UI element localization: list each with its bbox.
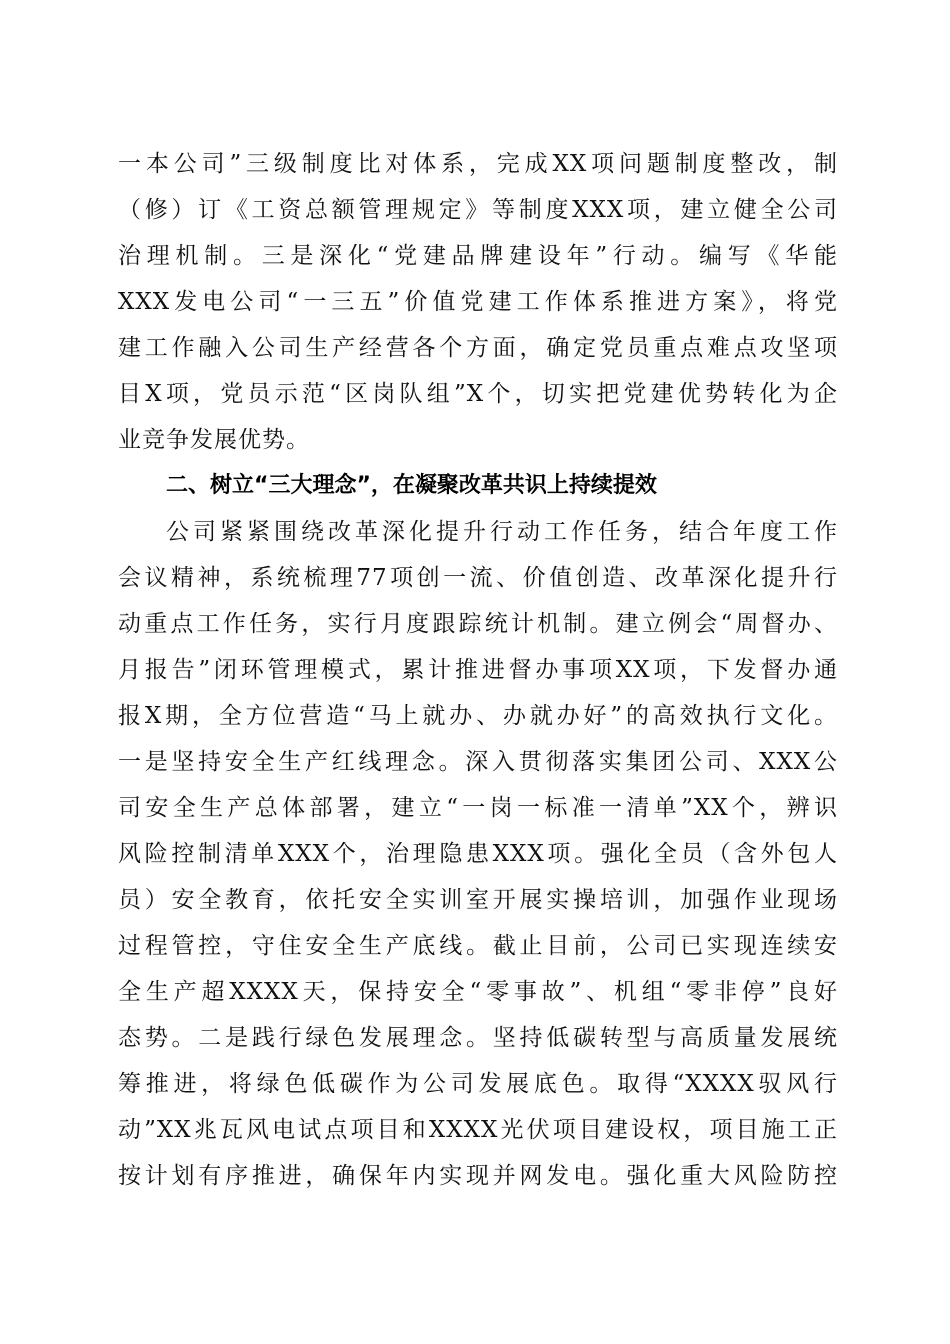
text-line: 公司紧紧围绕改革深化提升行动工作任务，结合年度工作 (166, 519, 838, 545)
text-line: 治理机制。三是深化“党建品牌建设年”行动。编写《华能 (118, 243, 838, 269)
text-line: 态势。二是践行绿色发展理念。坚持低碳转型与高质量发展统 (118, 1025, 838, 1051)
text-line: 月报告”闭环管理模式，累计推进督办事项XX项，下发督办通 (118, 657, 838, 683)
text-line: 筹推进，将绿色低碳作为公司发展底色。取得“XXXX驭风行 (118, 1071, 838, 1097)
text-line: XXX发电公司“一三五”价值党建工作体系推进方案》，将党 (118, 289, 838, 315)
text-line: 动”XX兆瓦风电试点项目和XXXX光伏项目建设权，项目施工正 (118, 1117, 838, 1143)
text-line: 过程管控，守住安全生产底线。截止目前，公司已实现连续安 (118, 933, 838, 959)
text-line: 一是坚持安全生产红线理念。深入贯彻落实集团公司、XXX公 (118, 749, 838, 775)
text-line: 会议精神，系统梳理77项创一流、价值创造、改革深化提升行 (118, 565, 838, 591)
text-line: 目X项，党员示范“区岗队组”X个，切实把党建优势转化为企 (118, 381, 838, 407)
text-line: 报X期，全方位营造“马上就办、办就办好”的高效执行文化。 (118, 703, 838, 729)
text-line: 风险控制清单XXX个，治理隐患XXX项。强化全员（含外包人 (118, 841, 838, 867)
text-line: 业竞争发展优势。 (118, 427, 310, 453)
text-line: 全生产超XXXX天，保持安全“零事故”、机组“零非停”良好 (118, 979, 838, 1005)
text-line: 一本公司”三级制度比对体系，完成XX项问题制度整改，制 (118, 151, 838, 177)
text-line: 员）安全教育，依托安全实训室开展实操培训，加强作业现场 (118, 887, 838, 913)
text-line: 司安全生产总体部署，建立“一岗一标准一清单”XX个，辨识 (118, 795, 838, 821)
text-line: 按计划有序推进，确保年内实现并网发电。强化重大风险防控 (118, 1163, 838, 1189)
text-line: 动重点工作任务，实行月度跟踪统计机制。建立例会“周督办、 (118, 611, 838, 637)
text-line: （修）订《工资总额管理规定》等制度XXX项，建立健全公司 (118, 197, 838, 223)
text-line: 建工作融入公司生产经营各个方面，确定党员重点难点攻坚项 (118, 335, 838, 361)
document-page (118, 0, 838, 1344)
section-heading: 二、树立“三大理念”，在凝聚改革共识上持续提效 (166, 473, 657, 498)
